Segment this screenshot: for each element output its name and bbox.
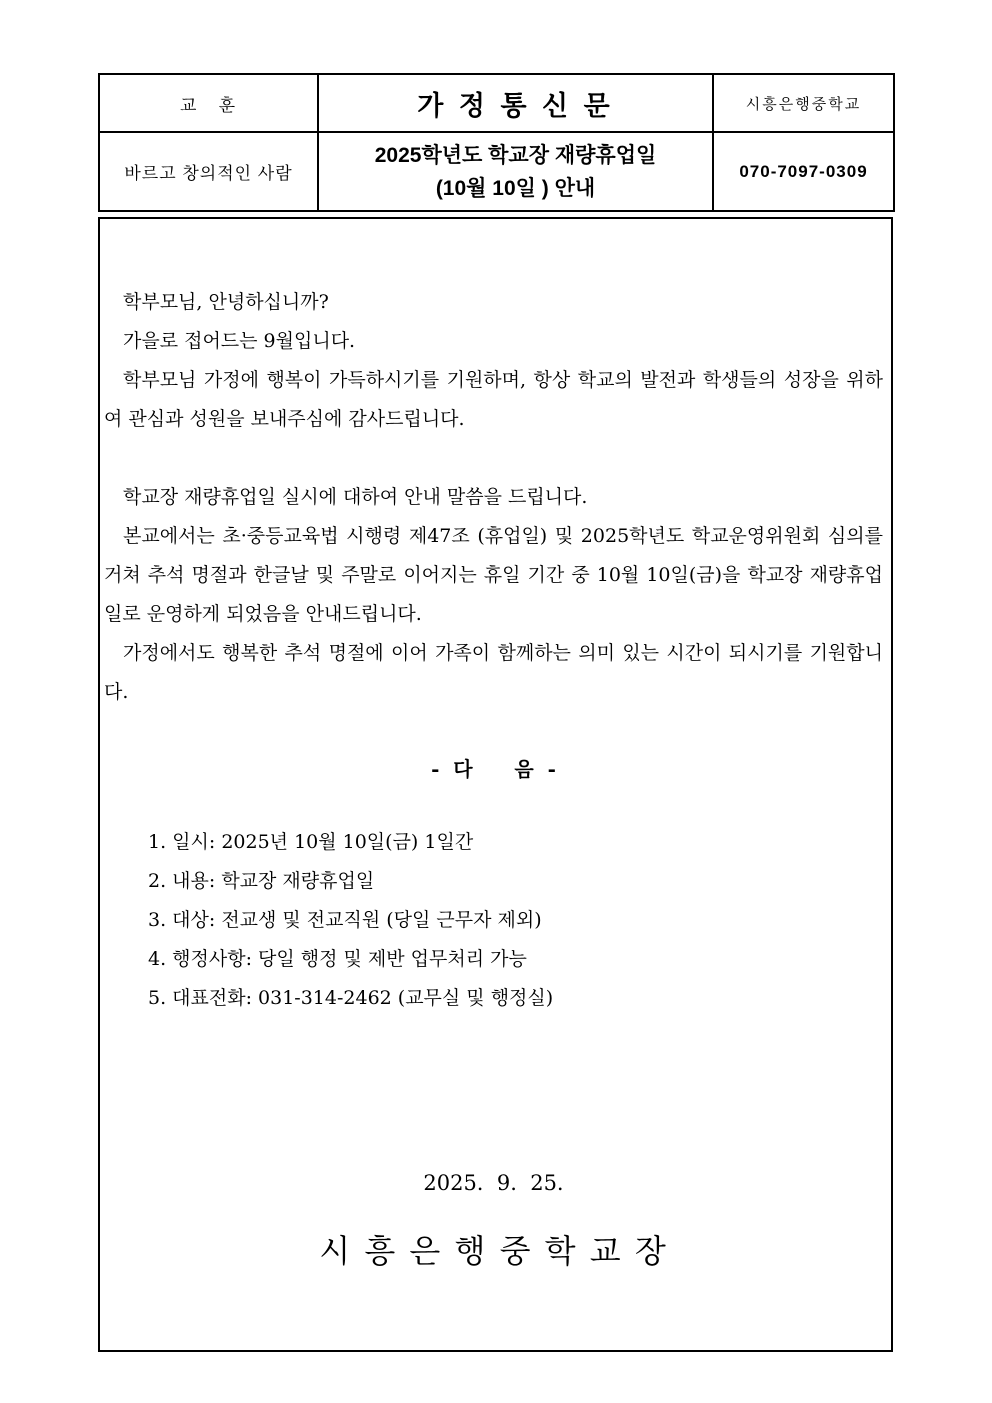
list-item-admin: 4. 행정사항: 당일 행정 및 제반 업무처리 가능 [148, 948, 527, 970]
header-cell-subject [318, 132, 713, 211]
school-motto: 바르고 창의적인 사람 [124, 164, 293, 183]
greeting-line-1: 학부모님, 안녕하십니까? [123, 291, 329, 313]
document-title: 가 정 통 신 문 [417, 90, 614, 121]
notice-intro-line: 학교장 재량휴업일 실시에 대하여 안내 말씀을 드립니다. [123, 486, 588, 508]
list-item-content: 2. 내용: 학교장 재량휴업일 [148, 870, 375, 892]
notice-list [104, 823, 883, 1018]
list-item-date: 1. 일시: 2025년 10월 10일(금) 1일간 [148, 831, 474, 853]
list-item-target: 3. 대상: 전교생 및 전교직원 (당일 근무자 제외) [148, 909, 542, 931]
header-cell-phone [713, 132, 894, 211]
header-cell-title [318, 74, 713, 132]
issue-date: 2025. 9. 25. [423, 1171, 564, 1195]
school-phone: 070-7097-0309 [739, 161, 868, 181]
principal-signature: 시 흥 은 행 중 학 교 장 [319, 1232, 668, 1270]
header-cell-motto-value [99, 132, 318, 211]
header-cell-school-name [713, 74, 894, 132]
subject-title-line2: (10월 10일 ) 안내 [435, 176, 596, 200]
header-cell-motto-label [99, 74, 318, 132]
subject-title-line1: 2025학년도 학교장 재량휴업일 [374, 143, 657, 167]
letter-body-box [98, 217, 893, 1352]
school-name: 시흥은행중학교 [745, 95, 862, 113]
daum-section-heading: - 다 음 - [431, 757, 556, 781]
list-item-phone: 5. 대표전화: 031-314-2462 (교무실 및 행정실) [148, 987, 554, 1009]
motto-label: 교 훈 [179, 95, 237, 115]
closing-wish-paragraph: 가정에서도 행복한 추석 명절에 이어 가족이 함께하는 의미 있는 시간이 되시기를 기원합니다. [104, 642, 883, 703]
header-table [98, 73, 895, 212]
greeting-line-2: 가을로 접어드는 9월입니다. [123, 330, 356, 352]
notice-detail-paragraph: 본교에서는 초·중등교육법 시행령 제47조 (휴업일) 및 2025학년도 학교운영위원회 심의를 거쳐 추석 명절과 한글날 및 주말로 이어지는 휴일 기간 중 10월 10일(금)을 학교장 재량휴업일로 운영하게 되었음을 안내드립니다. [104, 525, 883, 625]
greeting-paragraph: 학부모님 가정에 행복이 가득하시기를 기원하며, 항상 학교의 발전과 학생들의 성장을 위하여 관심과 성원을 보내주심에 감사드립니다. [104, 369, 883, 430]
